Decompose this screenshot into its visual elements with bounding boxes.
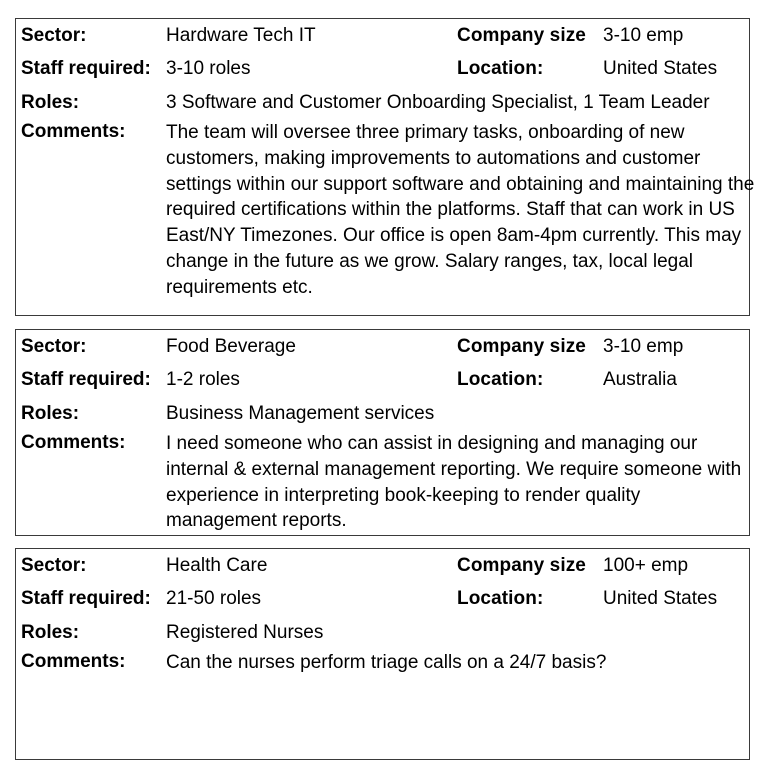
company-size-label: Company size: [457, 555, 586, 576]
staff-row: [16, 367, 749, 393]
sector-value: Food Beverage: [166, 336, 296, 357]
staff-row: [16, 56, 749, 82]
location-label: Location:: [457, 588, 544, 609]
sector-row: [16, 334, 749, 360]
sector-label: Sector:: [21, 336, 87, 357]
job-listing-card: [15, 548, 750, 760]
company-size-label: Company size: [457, 25, 586, 46]
sector-row: [16, 553, 749, 579]
roles-label: Roles:: [21, 622, 80, 643]
sector-value: Health Care: [166, 555, 268, 576]
roles-value: Business Management services: [166, 403, 435, 424]
staff-required-label: Staff required:: [21, 369, 151, 390]
roles-value: 3 Software and Customer Onboarding Specialist, 1 Team Leader: [166, 92, 710, 113]
company-size-value: 100+ emp: [603, 555, 689, 576]
sector-label: Sector:: [21, 555, 87, 576]
comments-value: Can the nurses perform triage calls on a 24/7 basis?: [166, 652, 607, 673]
staff-required-value: 1-2 roles: [166, 369, 240, 390]
comments-label: Comments:: [21, 121, 126, 142]
sector-label: Sector:: [21, 25, 87, 46]
location-value: Australia: [603, 369, 677, 390]
comments-value: I need someone who can assist in designing and managing our internal & external management reporting. We require someone with experience in interpreting book-keeping to render quality management reports.: [166, 433, 742, 532]
roles-row: [16, 620, 749, 646]
staff-required-label: Staff required:: [21, 588, 151, 609]
staff-required-value: 3-10 roles: [166, 58, 251, 79]
staff-required-value: 21-50 roles: [166, 588, 262, 609]
company-size-value: 3-10 emp: [603, 25, 684, 46]
company-size-value: 3-10 emp: [603, 336, 684, 357]
roles-value: Registered Nurses: [166, 622, 324, 643]
comments-label: Comments:: [21, 432, 126, 453]
roles-label: Roles:: [21, 403, 80, 424]
location-value: United States: [603, 58, 718, 79]
location-value: United States: [603, 588, 718, 609]
roles-label: Roles:: [21, 92, 80, 113]
roles-row: [16, 90, 749, 116]
sector-row: [16, 23, 749, 49]
staff-required-label: Staff required:: [21, 58, 151, 79]
comments-label: Comments:: [21, 651, 126, 672]
location-label: Location:: [457, 369, 544, 390]
comments-value: The team will oversee three primary tasks, onboarding of new customers, making improvements to automations and customer settings within our support software and obtaining and maintaining the required certifications within the platforms. Staff that can work in US East/NY Timezones. Our office is open 8am-4pm currently. This may change in the future as we grow. Salary ranges, tax, local legal requirements etc.: [166, 122, 755, 298]
staff-row: [16, 586, 749, 612]
company-size-label: Company size: [457, 336, 586, 357]
roles-row: [16, 401, 749, 427]
job-listing-card: [15, 329, 750, 536]
sector-value: Hardware Tech IT: [166, 25, 316, 46]
location-label: Location:: [457, 58, 544, 79]
job-listing-card: [15, 18, 755, 316]
